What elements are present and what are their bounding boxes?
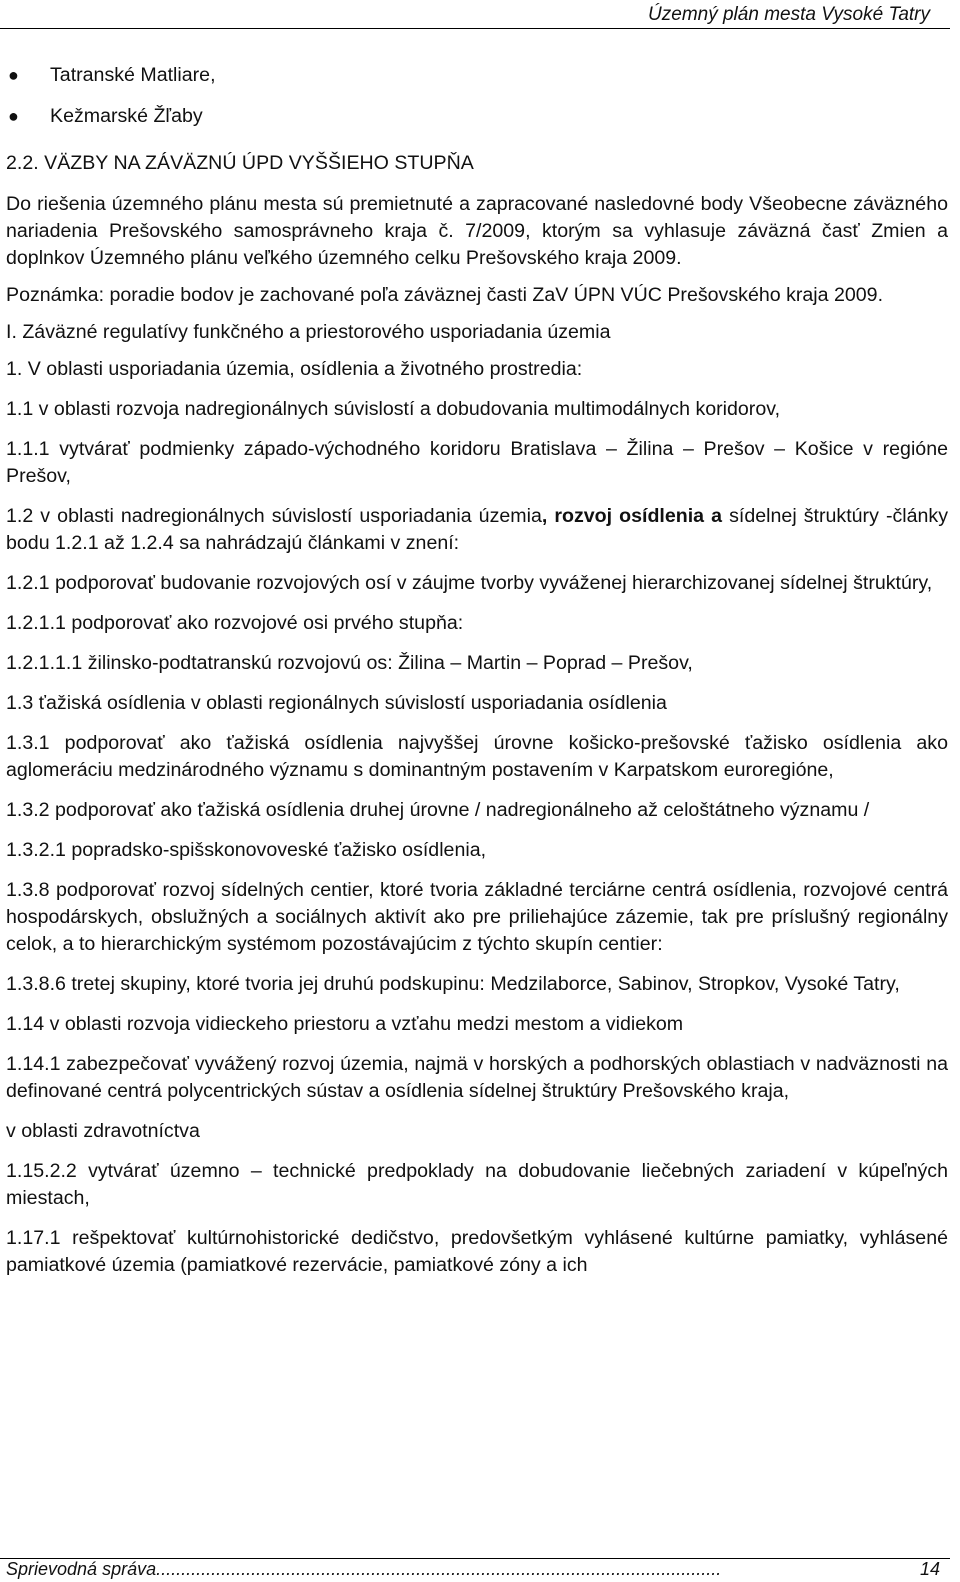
paragraph-1-3-2-1: 1.3.2.1 popradsko-spišskonovoveské ťažisko osídlenia,	[6, 839, 487, 861]
footer-title: Sprievodná správa.................................................................................................................	[6, 1559, 722, 1579]
paragraph-1-2-part-a: 1.2 v oblasti nadregionálnych súvislostí usporiadania územia	[6, 505, 542, 527]
list-item-text: Tatranské Matliare,	[50, 64, 216, 86]
paragraph-1-2-1: 1.2.1 podporovať budovanie rozvojových osí v záujme tvorby vyváženej hierarchizovanej sídelnej štruktúry,	[6, 572, 933, 594]
bullet-icon: ●	[8, 65, 19, 85]
paragraph-1-17-1: 1.17.1 rešpektovať kultúrnohistorické dedičstvo, predovšetkým vyhlásené kultúrne pamiatky, vyhlásené pamiatkové územia (pamiatkové rezervácie, pamiatkové zóny a ich	[6, 1227, 948, 1276]
paragraph-1-14-1: 1.14.1 zabezpečovať vyvážený rozvoj územia, najmä v horských a podhorských oblastiach v nadväznosti na definované centrá polycentrických sústav a osídlenia sídelnej štruktúry Prešovského kraja,	[6, 1053, 948, 1102]
paragraph-health: v oblasti zdravotníctva	[6, 1120, 200, 1142]
intro-paragraph: Do riešenia územného plánu mesta sú premietnuté a zapracované nasledovné body Všeobecne záväzného nariadenia Prešovského samosprávneho kraja č. 7/2009, ktorým sa vyhlasuje záväzná časť Zmien a doplnkov Územného plánu veľkého územného celku Prešovského kraja 2009.	[6, 193, 948, 269]
paragraph-1-1-1: 1.1.1 vytvárať podmienky západo-východného koridoru Bratislava – Žilina – Prešov – Košice v regióne Prešov,	[6, 438, 948, 487]
list-item-text: Kežmarské Žľaby	[50, 105, 203, 127]
note-paragraph: Poznámka: poradie bodov je zachované poľa záväznej časti ZaV ÚPN VÚC Prešovského kraja 2009.	[6, 284, 884, 306]
paragraph-1-14: 1.14 v oblasti rozvoja vidieckeho priestoru a vzťahu medzi mestom a vidiekom	[6, 1013, 684, 1035]
paragraph-1: 1. V oblasti usporiadania územia, osídlenia a životného prostredia:	[6, 358, 583, 380]
paragraph-1-3-2: 1.3.2 podporovať ako ťažiská osídlenia druhej úrovne / nadregionálneho až celoštátneho významu /	[6, 799, 870, 821]
paragraph-1-3-8-6: 1.3.8.6 tretej skupiny, ktoré tvoria jej druhú podskupinu: Medzilaborce, Sabinov, Stropkov, Vysoké Tatry,	[6, 973, 900, 995]
paragraph-1-2	[6, 503, 948, 557]
list-item	[6, 103, 948, 130]
section-i-title: I. Záväzné regulatívy funkčného a priestorového usporiadania územia	[6, 321, 611, 343]
paragraph-1-3: 1.3 ťažiská osídlenia v oblasti regionálnych súvislostí usporiadania osídlenia	[6, 692, 667, 714]
page-footer	[6, 1558, 940, 1580]
paragraph-1-2-bold: , rozvoj osídlenia a	[541, 505, 723, 527]
page-header: Územný plán mesta Vysoké Tatry	[648, 4, 930, 25]
bullet-icon: ●	[8, 106, 19, 126]
page-number: 14	[919, 1559, 940, 1579]
paragraph-1-3-1: 1.3.1 podporovať ako ťažiská osídlenia najvyššej úrovne košicko-prešovské ťažisko osídlenia ako aglomeráciu medzinárodného významu s dominantným postavením v Karpatskom euroregióne,	[6, 732, 948, 781]
bullet-list	[6, 62, 948, 130]
paragraph-1-2-part-c: sídelnej štruktúry -články bodu 1.2.1 až 1.2.4 sa nahrádzajú článkami v znení:	[6, 505, 949, 554]
section-heading: 2.2. VÄZBY NA ZÁVÄZNÚ ÚPD VYŠŠIEHO STUPŇA	[6, 152, 474, 174]
header-divider	[0, 28, 950, 29]
paragraph-1-3-8: 1.3.8 podporovať rozvoj sídelných centier, ktoré tvoria základné terciárne centrá osídlenia, rozvojové centrá hospodárskych, obslužných a sociálnych aktivít ako pre priliehajúce zázemie, tak pre príslušný regionálny celok, a to hierarchickým systémom pozostávajúcim z týchto skupín centier:	[6, 879, 948, 955]
paragraph-1-2-1-1: 1.2.1.1 podporovať ako rozvojové osi prvého stupňa:	[6, 612, 464, 634]
paragraph-1-2-1-1-1: 1.2.1.1.1 žilinsko-podtatranskú rozvojovú os: Žilina – Martin – Poprad – Prešov,	[6, 652, 693, 674]
paragraph-1-15-2-2: 1.15.2.2 vytvárať územno – technické predpoklady na dobudovanie liečebných zariadení v kúpeľných miestach,	[6, 1160, 948, 1209]
paragraph-1-1: 1.1 v oblasti rozvoja nadregionálnych súvislostí a dobudovania multimodálnych koridorov,	[6, 398, 781, 420]
document-body	[6, 62, 948, 1279]
list-item	[6, 62, 948, 89]
